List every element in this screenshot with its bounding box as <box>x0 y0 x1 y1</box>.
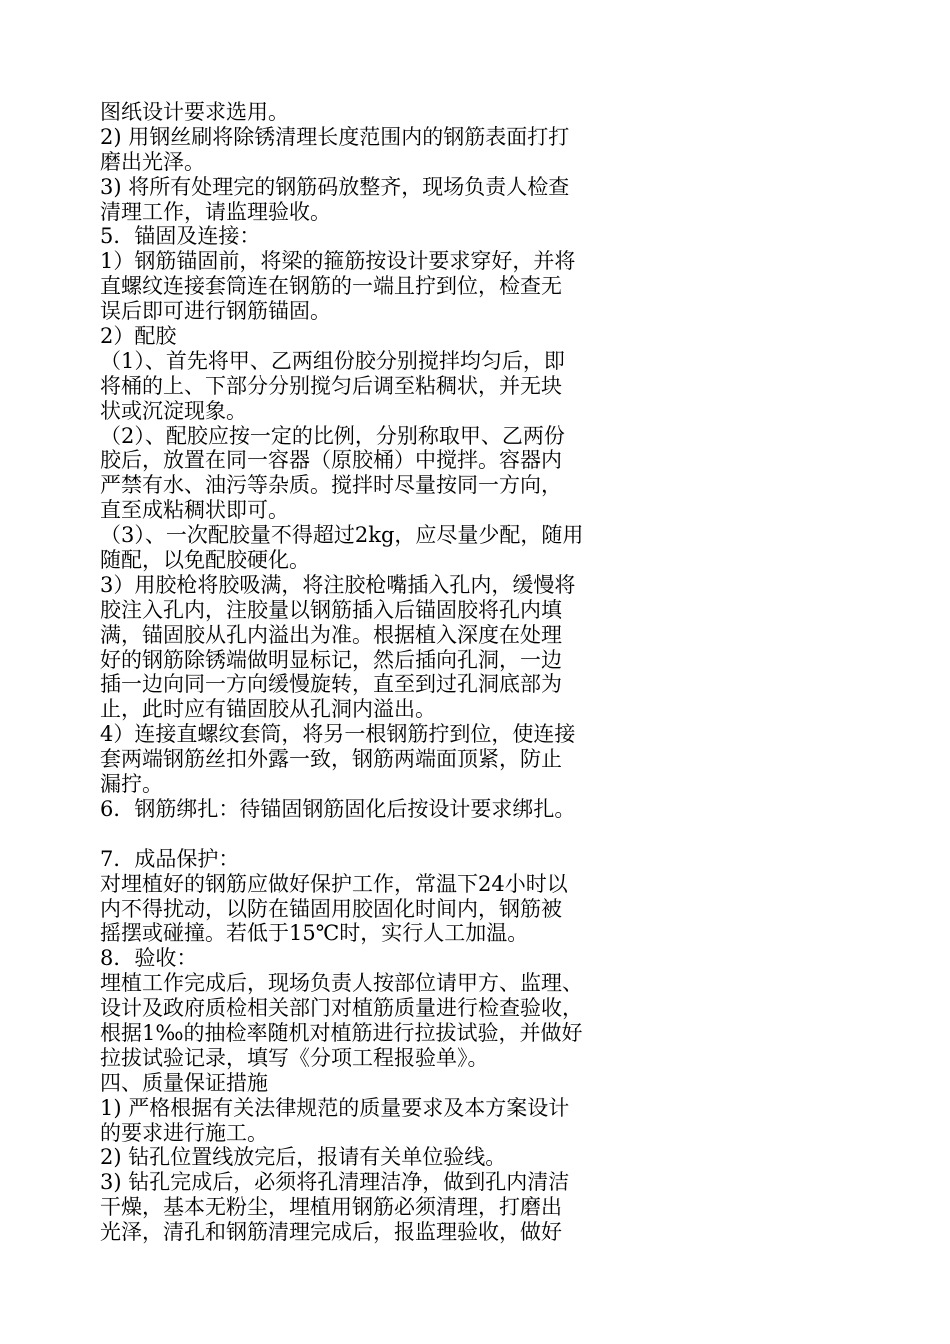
text-line: 2) 用钢丝刷将除锈清理长度范围内的钢筋表面打打 <box>100 124 570 149</box>
section-heading: 8．验收： <box>100 946 198 971</box>
text-line: 漏拧。 <box>100 772 163 797</box>
text-line: 2) 钻孔位置线放完后，报请有关单位验线。 <box>100 1145 507 1170</box>
text-line: 3) 将所有处理完的钢筋码放整齐，现场负责人检查 <box>100 174 570 199</box>
text-line: （3）、一次配胶量不得超过2kg，应尽量少配，随用 <box>100 523 584 548</box>
text-line: （1）、首先将甲、乙两组份胶分别搅拌均匀后，即 <box>100 348 565 373</box>
text-line: 的要求进行施工。 <box>100 1120 268 1145</box>
section-heading: 7．成品保护： <box>100 846 240 871</box>
text-line: 摇摆或碰撞。若低于15℃时，实行人工加温。 <box>100 921 529 946</box>
text-line: （2）、配胶应按一定的比例，分别称取甲、乙两份 <box>100 423 565 448</box>
text-line: 对埋植好的钢筋应做好保护工作，常温下24小时以 <box>100 871 568 896</box>
text-line: 光泽，清孔和钢筋清理完成后，报监理验收，做好 <box>100 1220 562 1245</box>
text-line: 2）配胶 <box>100 324 177 349</box>
text-line: 根据1‰的抽检率随机对植筋进行拉拔试验，并做好 <box>100 1020 583 1045</box>
section-heading: 6．钢筋绑扎：待锚固钢筋固化后按设计要求绑扎。 <box>100 796 576 821</box>
text-line: 埋植工作完成后，现场负责人按部位请甲方、监理、 <box>100 971 583 996</box>
text-line: 随配，以免配胶硬化。 <box>100 548 310 573</box>
section-heading: 5．锚固及连接： <box>100 224 261 249</box>
text-line: 拉拔试验记录，填写《分项工程报验单》。 <box>100 1045 489 1070</box>
text-line: 将桶的上、下部分分别搅匀后调至粘稠状，并无块 <box>100 373 562 398</box>
text-line: 套两端钢筋丝扣外露一致，钢筋两端面顶紧，防止 <box>100 747 562 772</box>
text-line: 直螺纹连接套筒连在钢筋的一端且拧到位，检查无 <box>100 274 562 299</box>
text-line: 胶注入孔内，注胶量以钢筋插入后锚固胶将孔内填 <box>100 597 562 622</box>
text-line: 设计及政府质检相关部门对植筋质量进行检查验收， <box>100 996 583 1021</box>
text-line: 1）钢筋锚固前，将梁的箍筋按设计要求穿好，并将 <box>100 249 576 274</box>
document-body <box>100 100 860 1245</box>
text-line: 内不得扰动，以防在锚固用胶固化时间内，钢筋被 <box>100 896 562 921</box>
text-line: 好的钢筋除锈端做明显标记，然后插向孔洞，一边 <box>100 647 562 672</box>
text-line: 3) 钻孔完成后，必须将孔清理洁净，做到孔内清洁 <box>100 1170 570 1195</box>
blank-line <box>100 822 860 847</box>
text-line: 直至成粘稠状即可。 <box>100 498 289 523</box>
text-line: 磨出光泽。 <box>100 149 205 174</box>
text-line: 误后即可进行钢筋锚固。 <box>100 299 331 324</box>
text-line: 插一边向同一方向缓慢旋转，直至到过孔洞底部为 <box>100 672 562 697</box>
text-line: 干燥，基本无粉尘，埋植用钢筋必须清理，打磨出 <box>100 1195 562 1220</box>
text-line: 满，锚固胶从孔内溢出为准。根据植入深度在处理 <box>100 622 562 647</box>
text-line: 胶后，放置在同一容器（原胶桶）中搅拌。容器内 <box>100 448 562 473</box>
section-heading: 四、质量保证措施 <box>100 1070 268 1095</box>
text-line: 严禁有水、油污等杂质。搅拌时尽量按同一方向， <box>100 473 562 498</box>
text-line: 1) 严格根据有关法律规范的质量要求及本方案设计 <box>100 1095 570 1120</box>
text-line: 图纸设计要求选用。 <box>100 100 289 124</box>
text-line: 状或沉淀现象。 <box>100 398 247 423</box>
text-line: 3）用胶枪将胶吸满，将注胶枪嘴插入孔内，缓慢将 <box>100 572 576 597</box>
text-line: 清理工作，请监理验收。 <box>100 199 331 224</box>
text-line: 止，此时应有锚固胶从孔洞内溢出。 <box>100 697 436 722</box>
text-line: 4）连接直螺纹套筒，将另一根钢筋拧到位，使连接 <box>100 722 576 747</box>
